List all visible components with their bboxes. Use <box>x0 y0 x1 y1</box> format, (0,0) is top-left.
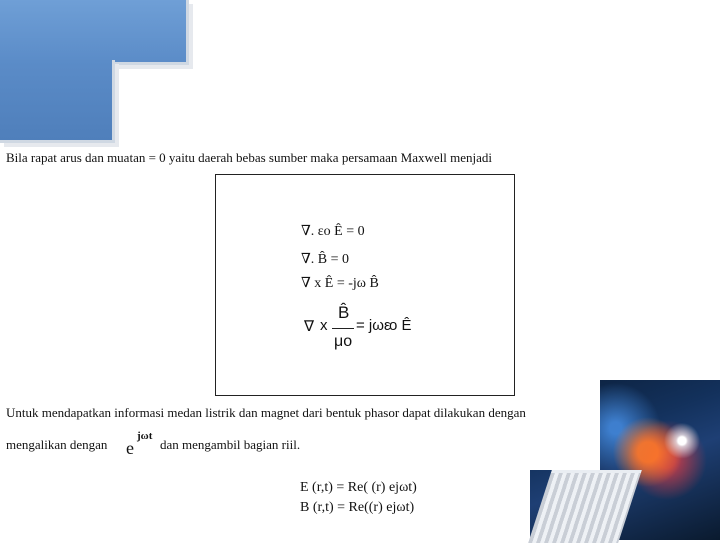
body-text-line-1: Untuk mendapatkan informasi medan listrik dan magnet dari bentuk phasor dapat dilakukan dengan <box>6 405 526 420</box>
equation-gauss-magnetic: ∇. B̂ = 0 <box>301 252 350 267</box>
equation-rhs: = jωε <box>356 317 391 334</box>
exponential-base: e <box>126 438 134 458</box>
cross-symbol: x <box>320 317 328 334</box>
body-text-line-2-end: dan mengambil bagian riil. <box>160 437 301 452</box>
nabla-symbol: ∇ <box>304 318 315 335</box>
intro-text: Bila rapat arus dan muatan = 0 yaitu daerah bebas sumber maka persamaan Maxwell menjadi <box>6 150 492 165</box>
body-text-line-2: mengalikan dengan <box>6 437 108 452</box>
fraction-denominator: μo <box>334 333 353 350</box>
decorative-blue-block-top <box>0 0 189 65</box>
fraction-numerator: B̂ <box>338 303 350 322</box>
fraction-bar <box>332 328 354 329</box>
formula-magnetic-field: B (r,t) = Re((r) ejωt) <box>300 500 415 515</box>
exponential-power: jωt <box>137 430 153 442</box>
equation-ampere <box>304 303 434 359</box>
exponential-term <box>126 430 158 456</box>
equation-faraday: ∇ x Ê = -jω B̂ <box>301 276 379 291</box>
formula-electric-field: E (r,t) = Re( (r) ejωt) <box>300 480 417 495</box>
equation-box <box>215 174 515 396</box>
equation-gauss-electric: ∇. εo Ê = 0 <box>301 224 365 239</box>
equation-rhs-tail: o Ê <box>389 317 412 334</box>
decorative-blue-block-left <box>0 60 115 143</box>
